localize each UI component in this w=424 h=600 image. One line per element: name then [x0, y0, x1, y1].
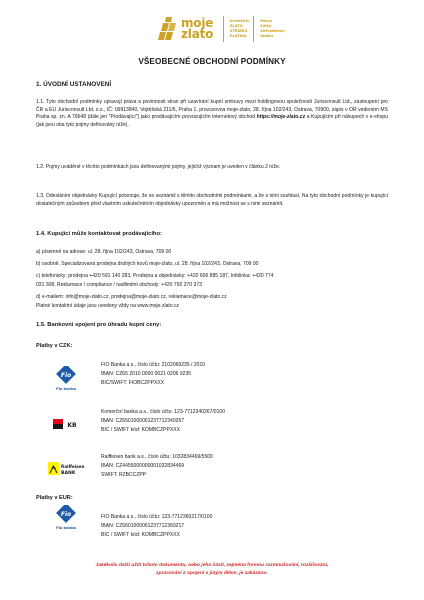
paragraph-1-1: 1.1. Tyto obchodní podmínky upravují práva a povinnosti stran při uzavírání kupní smlouvy mezi holdingovou společností Jurisconsult Ltd., zastoupení pro ČR a EU Jurisconsult Ltd. o.z., IČ: 09913840, Vojtěšská 211/6, Praha 1, provozovna moje-zlato, 28. října 102/243, Ostrava, 70900, zápis v OR vedeném MS Praha sp. zn. A 79648 (dále jen "Prodávající") jako prodávajícím provozujícím internetový obchod https://moje-zlato.cz a Kupujícím při nákupech v e-shopu (jak jsou oba tyto pojmy definovány níže). [36, 99, 389, 128]
contact-phone: c) telefonicky: prodejna +420 591 140 283, Prodejna a objednávky: +420 606 885 187, Infolinka: +420 774 [36, 273, 274, 279]
contact-note: Platné kontaktní údaje jsou uvedeny vždy na www.moje-zlato.cz [36, 303, 180, 309]
czk-payments-label: Platby v CZK: [36, 343, 73, 349]
svg-text:BANK: BANK [61, 471, 76, 476]
fio-czk-details: FIO Banka a.s., číslo účtu: 2102069235 / 2010 IBAN: CZ65 2010 0000 0021 0206 9235 BIC/SWIFT: FIOBCZPPXXX [101, 362, 206, 386]
logo-divider-2 [253, 16, 254, 42]
fio-banka-logo-eur [50, 505, 82, 531]
eur-payments-label: Platby v EUR: [36, 495, 73, 501]
logo-divider [223, 16, 224, 42]
logo-products-list: Mince Slitky Sběratelství Umění [260, 19, 285, 38]
copyright-notice: Jakékoliv další užití tohoto dokumentu, nebo jeho části, zejména formou rozmnožování, rozšiřování, zpracování a spojení s jiným dílem, je zakázáno. [95, 563, 329, 576]
svg-text:Fio banka: Fio banka [56, 387, 76, 391]
raiffeisen-bank-logo [48, 460, 86, 478]
kb-czk-details: Komerční banka a.s., číslo účtu: 123-7712340267/0100 IBAN: CZ6501000001237712340267 BIC / SWIFT kód: KOMBCZPPXXX [101, 409, 226, 433]
raiffeisen-czk-details: Raiffeisen bank a.s., číslo účtu: 1032834469/5500 IBAN: CZ4455000000001032834469 SWIFT: RZBCCZPP [101, 454, 213, 478]
svg-text:KB: KB [67, 422, 77, 429]
logo-metals-list: Investiční ZLATO STŘÍBRO PLATINA [229, 19, 250, 38]
contact-in-person: b) osobně, Specializovaná prodejna drahých kovů moje-zlato, ul. 28. října 102/243, Ostrava, 709 00 [36, 261, 259, 267]
contact-phone-cont: 031 308, Reklamace / compliance / nadlimitní obchody: +420 792 270 373 [36, 282, 202, 288]
fio-eur-details: FIO Banka a.s., číslo účtu: 123-7712360217/0100 IBAN: CZ5601000001237712360217 BIC / SWIFT kód: KOMBCZPPXXX [101, 514, 213, 538]
contact-address: a) písemně na adrese: ul. 28. října 102/243, Ostrava, 709 00 [36, 249, 172, 255]
logo-wordmark: moje zlato [181, 16, 214, 41]
paragraph-1-2: 1.2. Pojmy uváděné v těchto podmínkách jsou definovanými pojmy, jejichž význam je uveden v článku 2 níže. [36, 164, 281, 170]
gold-bars-icon [156, 16, 178, 42]
contact-email: d) e-mailem: info@moje-zlato.cz, prodejna@moje-zlato.cz, reklamace@moje-zlato.cz [36, 294, 227, 300]
svg-text:Raiffeisen: Raiffeisen [61, 464, 85, 469]
fio-banka-logo [50, 366, 82, 392]
svg-text:Fio: Fio [60, 511, 72, 518]
section-heading-1: 1. ÚVODNÍ USTANOVENÍ [36, 81, 112, 88]
section-heading-1-5: 1.5. Bankovní spojení pro úhradu kupní ceny: [36, 322, 162, 328]
svg-text:Fio banka: Fio banka [56, 526, 76, 530]
section-heading-1-4: 1.4. Kupující může kontaktovat prodávajícího: [36, 231, 162, 237]
eshop-link[interactable]: https://moje-zlato.cz [256, 114, 306, 121]
kb-logo [50, 414, 82, 434]
paragraph-1-3: 1.3. Odesláním objednávky Kupující potvrzuje, že se seznámil s těmito obchodními podmínkami, a že s nimi souhlasí. Na tyto obchodní podmínky je kupující dostatečným způsobem před vlastním uskutečněním objednávky upozorněn a má možnost se s nimi seznámit. [36, 193, 388, 207]
moje-zlato-logo[interactable] [156, 12, 285, 46]
document-title: VŠEOBECNÉ OBCHODNÍ PODMÍNKY [138, 57, 286, 66]
svg-text:Fio: Fio [60, 372, 72, 379]
